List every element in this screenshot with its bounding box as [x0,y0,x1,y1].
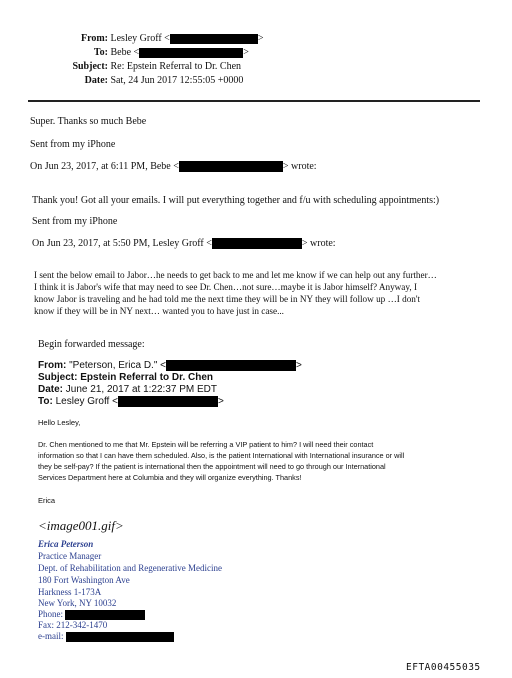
reply2-signature: Sent from my iPhone [32,216,118,227]
reply1-quote-suffix: > wrote: [282,161,317,172]
header-to-close: > [243,47,249,58]
fwd-date-row [38,384,217,395]
fwd-to-row [38,396,224,407]
signature-address-1: 180 Fort Washington Ave [38,575,130,585]
reply2-quote-suffix: > wrote: [301,238,336,249]
fwd-from-close: > [296,360,302,372]
fwd-subject-label: Subject: [38,372,78,383]
header-from-label: From: [80,33,108,44]
header-to-row [48,47,249,58]
fwd-subject-value: Epstein Referral to Dr. Chen [80,372,214,383]
fwd-body-line-1: Dr. Chen mentioned to me that Mr. Epstein will be referring a VIP patient to him? I will need their contact [38,440,374,449]
header-from-close: > [257,33,264,44]
begin-forwarded-label: Begin forwarded message: [38,339,145,350]
fwd-to-value: Lesley Groff < [55,396,118,408]
signature-address-3: New York, NY 10032 [38,598,117,608]
header-date-label: Date: [84,75,108,86]
fwd-from-value: "Peterson, Erica D." < [69,360,166,372]
redaction-block [166,360,296,371]
document-id: EFTA00455035 [406,662,481,673]
redaction-block [139,48,243,58]
signature-phone-label: Phone: [38,609,64,619]
fwd-to-close: > [217,396,224,408]
fwd-date-value: June 21, 2017 at 1:22:37 PM EDT [65,384,218,395]
fwd-body-line-2: information so that I can have them scheduled. Also, is the patient International with International insurance or will [38,451,405,460]
fwd-subject-row [38,372,213,383]
redaction-block [66,632,174,642]
header-subject-row [48,61,241,72]
redaction-block [65,610,145,620]
reply1-signature: Sent from my iPhone [30,139,116,150]
fwd-signoff: Erica [38,496,56,505]
header-from-value: Lesley Groff < [110,33,170,44]
reply2-body: Thank you! Got all your emails. I will put everything together and f/u with scheduling appointments:) [32,195,440,206]
redaction-block [118,396,218,407]
reply3-line-2: I think it is Jabor's wife that may need to see Dr. Chen…not sure…maybe it is Jabor himself? Anyway, I [34,282,418,292]
fwd-body-line-4: Services Department here at Columbia and they will organize everything. Thanks! [38,473,302,482]
signature-phone-row [38,609,145,620]
reply1-quote-intro: On Jun 23, 2017, at 6:11 PM, Bebe < [30,161,179,172]
redaction-block [179,161,283,172]
header-to-value: Bebe < [110,47,140,58]
fwd-to-label: To: [38,396,53,408]
signature-title: Practice Manager [38,551,102,561]
header-subject-value: Re: Epstein Referral to Dr. Chen [110,61,242,72]
signature-image-placeholder: <image001.gif> [38,518,124,533]
reply3-line-3: know Jabor is traveling and he had told me the next time they will be in NY they will follow up …I don't [34,294,421,304]
signature-fax: Fax: 212-342-1470 [38,620,108,630]
fwd-date-label: Date: [38,384,64,395]
header-to-label: To: [93,47,108,58]
redaction-block [170,34,258,44]
reply3-line-4: know if they will be in NY next… wanted you to have just in case... [34,306,284,316]
reply1-body: Super. Thanks so much Bebe [30,116,147,127]
header-date-value: Sat, 24 Jun 2017 12:55:05 +0000 [110,75,244,86]
reply2-quote-line [32,238,336,249]
signature-address-2: Harkness 1-173A [38,587,102,597]
redaction-block [212,238,302,249]
header-date-row [48,75,243,86]
header-divider [28,100,480,102]
signature-email-row [38,631,174,642]
header-subject-label: Subject: [72,61,108,72]
header-from-row [48,33,263,44]
signature-email-label: e-mail: [38,631,64,641]
fwd-body-line-3: they be self-pay? If the patient is international then the appointment will need to go through our International [38,462,386,471]
reply2-quote-intro: On Jun 23, 2017, at 5:50 PM, Lesley Groff < [32,238,212,249]
reply1-quote-line [30,161,317,172]
signature-name: Erica Peterson [38,539,94,549]
signature-department: Dept. of Rehabilitation and Regenerative Medicine [38,563,222,573]
fwd-from-row [38,360,302,371]
fwd-greeting: Hello Lesley, [38,418,81,427]
fwd-from-label: From: [38,360,67,372]
reply3-line-1: I sent the below email to Jabor…he needs to get back to me and let me know if we can help out any further… [34,270,437,280]
